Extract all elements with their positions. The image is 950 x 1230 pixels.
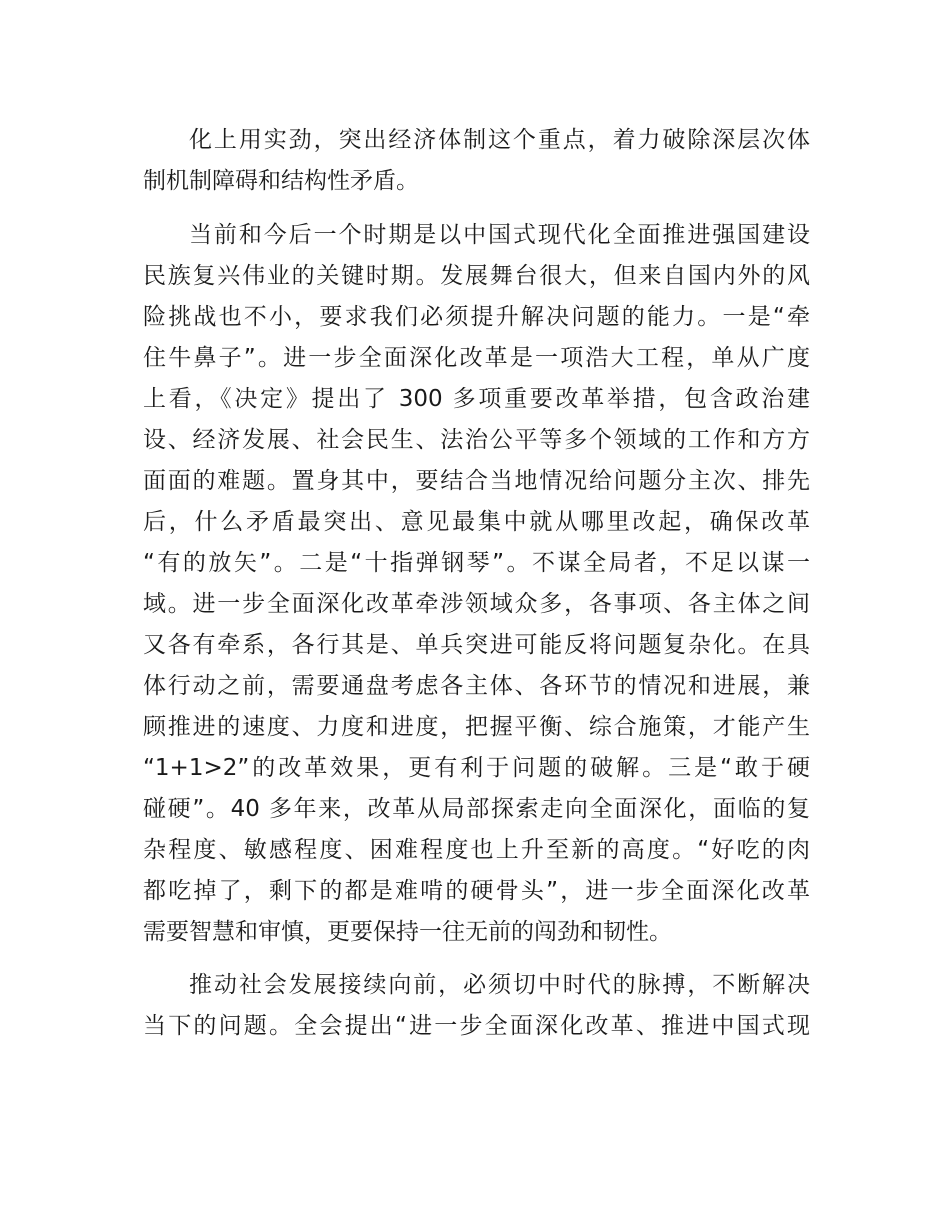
text-line: 制机制障碍和结构性矛盾。	[143, 168, 419, 194]
text-line: 险挑战也不小，要求我们必须提升解决问题的能力。一是“牵	[143, 304, 810, 330]
text-line: 上看，《决定》提出了 300 多项重要改革举措，包含政治建	[143, 386, 810, 412]
text-line: 设、经济发展、社会民生、法治公平等多个领域的工作和方方	[143, 427, 810, 453]
text-line: 又各有牵系，各行其是、单兵突进可能反将问题复杂化。在具	[143, 632, 810, 658]
text-line: 当前和今后一个时期是以中国式现代化全面推进强国建设	[189, 222, 810, 248]
text-line: 顾推进的速度、力度和进度，把握平衡、综合施策，才能产生	[143, 714, 810, 740]
text-line: 住牛鼻子”。进一步全面深化改革是一项浩大工程，单从广度	[143, 345, 810, 371]
text-line: 后，什么矛盾最突出、意见最集中就从哪里改起，确保改革	[143, 509, 810, 535]
text-line: 碰硬”。40 多年来，改革从局部探索走向全面深化，面临的复	[143, 796, 810, 822]
text-line: 推动社会发展接续向前，必须切中时代的脉搏，不断解决	[189, 972, 810, 998]
text-line: 杂程度、敏感程度、困难程度也上升至新的高度。“好吃的肉	[143, 837, 810, 863]
text-line: 当下的问题。全会提出“进一步全面深化改革、推进中国式现	[143, 1013, 810, 1039]
text-line: “1+1>2”的改革效果，更有利于问题的破解。三是“敢于硬	[143, 755, 810, 781]
text-line: 体行动之前，需要通盘考虑各主体、各环节的情况和进展，兼	[143, 673, 810, 699]
text-line: 面面的难题。置身其中，要结合当地情况给问题分主次、排先	[143, 468, 810, 494]
text-line: 域。进一步全面深化改革牵涉领域众多，各事项、各主体之间	[143, 591, 810, 617]
text-line: “有的放矢”。二是“十指弹钢琴”。不谋全局者，不足以谋一	[143, 550, 810, 576]
text-line: 民族复兴伟业的关键时期。发展舞台很大，但来自国内外的风	[143, 263, 810, 289]
text-line: 都吃掉了，剩下的都是难啃的硬骨头”，进一步全面深化改革	[143, 878, 810, 904]
text-line: 化上用实劲，突出经济体制这个重点，着力破除深层次体	[189, 127, 810, 153]
text-line: 需要智慧和审慎，更要保持一往无前的闯劲和韧性。	[143, 919, 672, 945]
